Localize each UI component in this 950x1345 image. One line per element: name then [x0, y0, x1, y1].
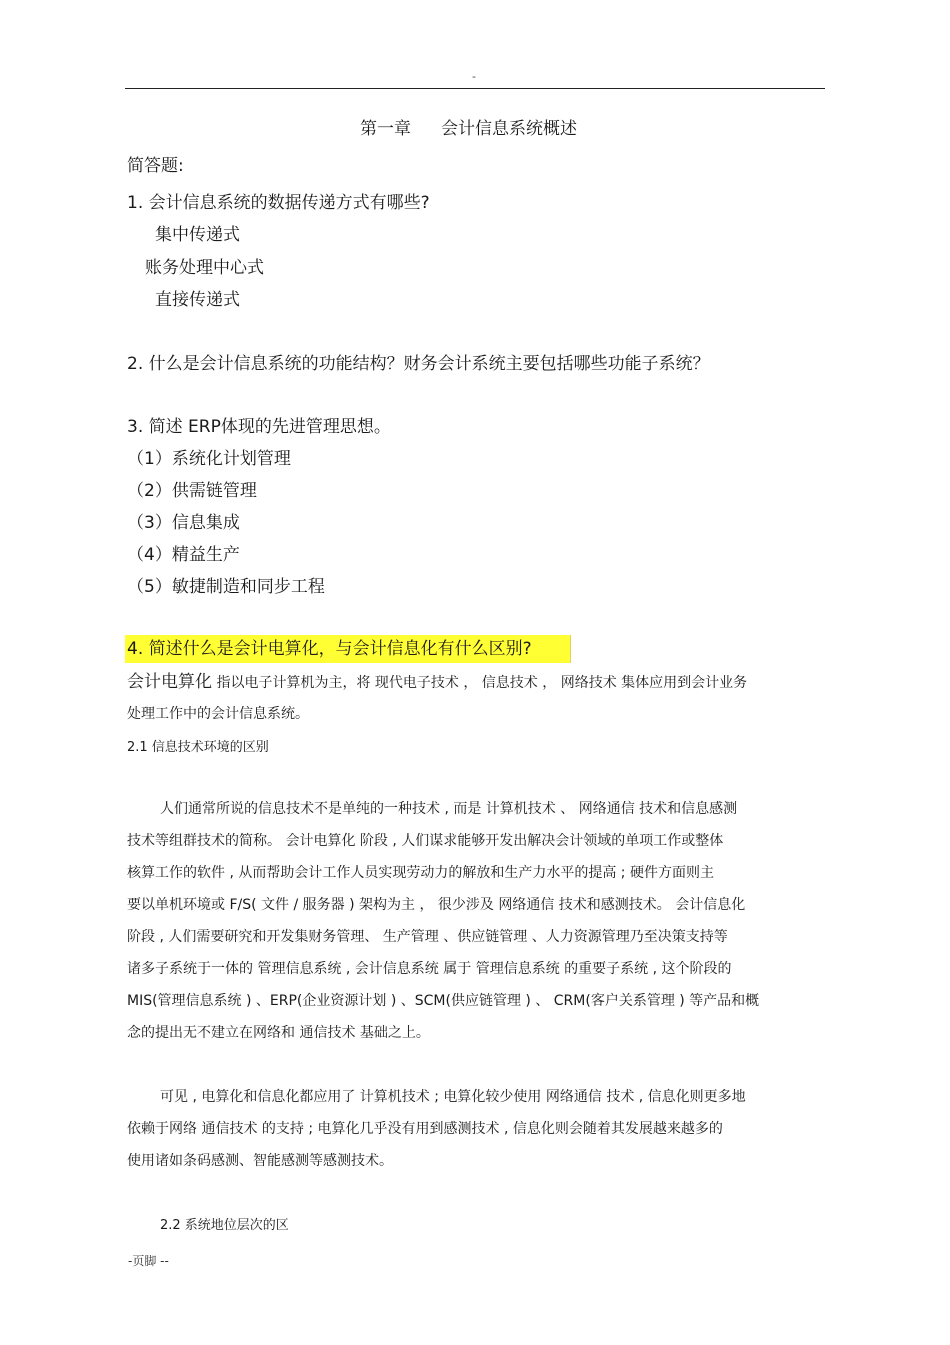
highlighted-question: 4. 简述什么是会计电算化，与会计信息化有什么区别?: [125, 635, 571, 663]
paragraph-line: 可见 , 电算化和信息化都应用了 计算机技术 ; 电算化较少使用 网络通信 技术 , 信息化则更多地: [160, 1089, 746, 1105]
chapter-label: 第一章: [360, 119, 411, 139]
chapter-name: 会计信息系统概述: [441, 119, 577, 139]
paragraph-line: 要以单机环境或 F/S( 文件 / 服务器 ) 架构为主 ， 很少涉及 网络通信 技术和感测技术。 会计信息化: [127, 897, 746, 913]
q4-question: [127, 634, 571, 659]
q1-question: 1. 会计信息系统的数据传递方式有哪些?: [127, 193, 430, 213]
page-footer: -页脚 --: [128, 1254, 169, 1268]
paragraph-line: 依赖于网络 通信技术 的支持 ; 电算化几乎没有用到感测技术 , 信息化则会随着其发展越来越多的: [127, 1121, 723, 1137]
q3-item: （4）精益生产: [127, 545, 240, 565]
definition-line: [127, 667, 747, 692]
q2-question: 2. 什么是会计信息系统的功能结构？财务会计系统主要包括哪些功能子系统？: [127, 354, 710, 374]
paragraph-line: 人们通常所说的信息技术不是单纯的一种技术 , 而是 计算机技术 、 网络通信 技术和信息感测: [160, 801, 738, 817]
q3-item: （5）敏捷制造和同步工程: [127, 577, 325, 597]
paragraph-line: 诸多子系统于一体的 管理信息系统 , 会计信息系统 属于 管理信息系统 的重要子系统 , 这个阶段的: [127, 961, 732, 977]
q3-item: （1）系统化计划管理: [127, 449, 291, 469]
q3-item: （3）信息集成: [127, 513, 240, 533]
page-title: [360, 114, 577, 139]
section-label: 简答题:: [127, 156, 184, 176]
header-mark: -: [472, 70, 476, 83]
paragraph-line: MIS(管理信息系统 ) 、ERP(企业资源计划 ) 、SCM(供应链管理 ) 、 CRM(客户关系管理 ) 等产品和概: [127, 993, 760, 1009]
paragraph-line: 使用诸如条码感测、智能感测等感测技术。: [127, 1153, 393, 1169]
subheading-2-2: 2.2 系统地位层次的区: [160, 1218, 289, 1233]
subheading-2-1: 2.1 信息技术环境的区别: [127, 740, 269, 755]
paragraph-line: 技术等组群技术的简称。 会计电算化 阶段 , 人们谋求能够开发出解决会计领域的单项工作或整体: [127, 833, 724, 849]
q1-answer: 直接传递式: [155, 290, 240, 310]
definition-line-2: 处理工作中的会计信息系统。: [127, 706, 309, 722]
definition-term: 会计电算化: [127, 672, 212, 692]
paragraph-line: 阶段 , 人们需要研究和开发集财务管理、 生产管理 、供应链管理 、人力资源管理乃至决策支持等: [127, 929, 728, 945]
q1-answer: 账务处理中心式: [145, 258, 264, 278]
q3-question: 3. 简述 ERP体现的先进管理思想。: [127, 417, 391, 437]
q1-answer: 集中传递式: [155, 225, 240, 245]
definition-text: 指以电子计算机为主，将 现代电子技术 ， 信息技术 ， 网络技术 集体应用到会计业务: [212, 675, 748, 691]
header-divider: [125, 88, 825, 89]
paragraph-line: 念的提出无不建立在网络和 通信技术 基础之上。: [127, 1025, 430, 1041]
paragraph-line: 核算工作的软件 , 从而帮助会计工作人员实现劳动力的解放和生产力水平的提高 ; 硬件方面则主: [127, 865, 714, 881]
q3-item: （2）供需链管理: [127, 481, 257, 501]
